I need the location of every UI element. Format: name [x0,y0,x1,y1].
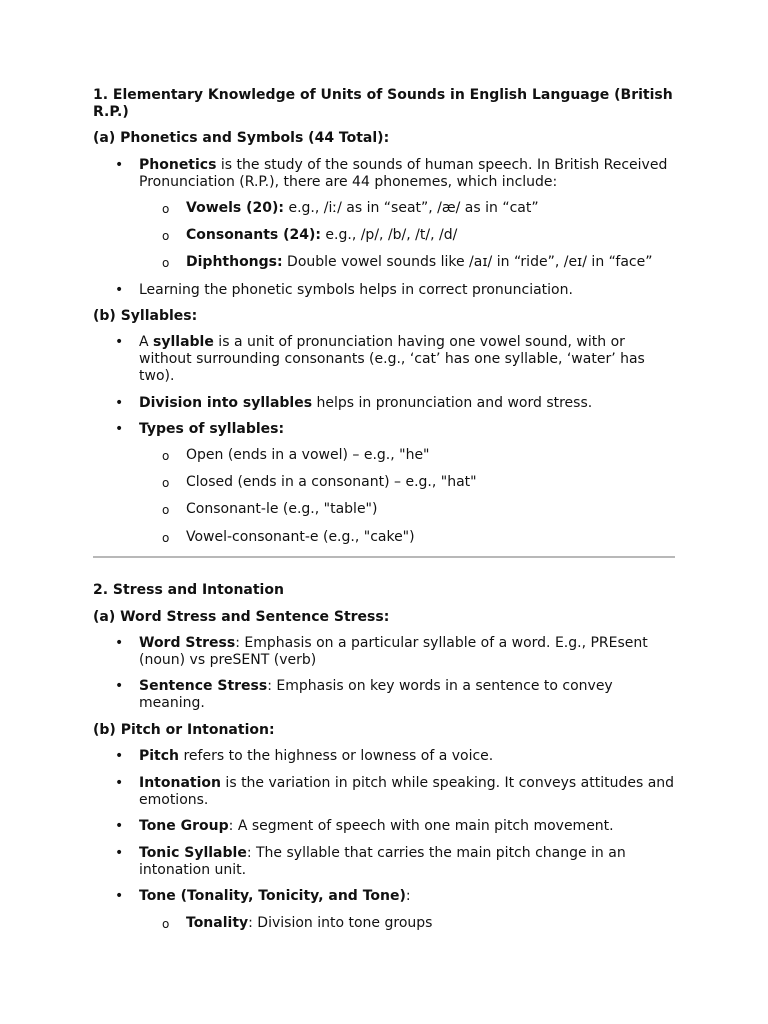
list-item-text [139,888,675,905]
bullet-icon: • [115,678,124,694]
subheading-pitch-intonation [93,722,675,739]
bullet-icon: • [115,334,124,350]
list-item-text [139,748,675,765]
section-1-title [93,87,675,121]
section-divider [93,556,675,558]
bullet-icon: • [115,635,124,651]
term-tone-group: Tone Group [139,818,229,834]
term-types: Types of syllables: [139,421,285,437]
section-1-title-text: 1. Elementary Knowledge of Units of Sounds in English Language (British R.P.) [93,87,673,120]
bullet-icon: • [115,421,124,437]
list-item-text [139,635,675,669]
definition-word-stress: : Emphasis on a particular syllable of a word. E.g., PREsent (noun) vs preSENT (verb) [139,635,648,668]
list-item-text [139,395,675,412]
term-syllable: syllable [153,334,214,350]
list-item-text [139,818,675,835]
definition-division: helps in pronunciation and word stress. [312,395,593,411]
bullet-icon: • [115,818,124,834]
definition-tonic-syllable: : The syllable that carries the main pitch change in an intonation unit. [139,845,626,878]
term-phonetics: Phonetics [139,157,217,173]
term-pitch: Pitch [139,748,180,764]
bullet-icon: • [115,748,124,764]
sub-bullet-icon: o [162,449,170,463]
sub-bullet-icon: o [162,229,170,243]
list-item-text [139,775,675,809]
bullet-icon: • [115,395,124,411]
sub-bullet-icon: o [162,531,170,545]
sub-bullet-icon: o [162,917,170,931]
sub-item-text: Vowel-consonant-e (e.g., "cake") [186,529,415,545]
subheading-syllables-text: (b) Syllables: [93,308,198,324]
term-intonation: Intonation [139,775,221,791]
term-consonants: Consonants (24): [186,227,321,243]
bullet-icon: • [115,157,124,173]
list-item-text [139,157,675,191]
definition-tonality: : Division into tone groups [248,915,433,931]
sub-bullet-icon: o [162,503,170,517]
sub-bullet-icon: o [162,256,170,270]
section-2-title [93,582,675,599]
example-vowels: e.g., /iː/ as in “seat”, /æ/ as in “cat” [284,200,539,216]
sub-bullet-icon: o [162,202,170,216]
definition-sentence-stress: : Emphasis on key words in a sentence to convey meaning. [139,678,613,711]
tone-colon: : [405,888,411,904]
subheading-phonetics-text: (a) Phonetics and Symbols (44 Total): [93,130,390,146]
definition-pitch: refers to the highness or lowness of a voice. [179,748,494,764]
sub-item-text [186,254,675,271]
term-tonality: Tonality [186,915,249,931]
example-diphthongs: Double vowel sounds like /aɪ/ in “ride”, /eɪ/ in “face” [282,254,653,270]
subheading-phonetics [93,130,675,147]
term-division: Division into syllables [139,395,313,411]
list-item-text: Learning the phonetic symbols helps in correct pronunciation. [139,282,573,298]
list-item-text [139,421,675,438]
definition-phonetics: is the study of the sounds of human speech. In British Received Pronunciation (R.P.), there are 44 phonemes, which include: [139,157,668,190]
definition-tone-group: : A segment of speech with one main pitch movement. [228,818,614,834]
term-tonic-syllable: Tonic Syllable [139,845,247,861]
sub-bullet-icon: o [162,476,170,490]
sub-item-text: Consonant-le (e.g., "table") [186,501,378,517]
sub-item-text: Closed (ends in a consonant) – e.g., "hat" [186,474,477,490]
subheading-pitch-text: (b) Pitch or Intonation: [93,722,275,738]
list-item-text [139,845,675,879]
subheading-syllables [93,308,675,325]
list-item-text [139,678,675,712]
bullet-icon: • [115,845,124,861]
term-tone: Tone (Tonality, Tonicity, and Tone) [139,888,406,904]
bullet-icon: • [115,282,124,298]
definition-syllable: is a unit of pronunciation having one vowel sound, with or without surrounding consonants (e.g., ‘cat’ has one syllable, ‘water’ has two). [139,334,645,384]
example-consonants: e.g., /p/, /b/, /t/, /d/ [320,227,458,243]
term-vowels: Vowels (20): [186,200,284,216]
sub-item-text: Open (ends in a vowel) – e.g., "he" [186,447,430,463]
sub-item-text [186,227,675,244]
list-item-text [139,334,675,385]
term-word-stress: Word Stress [139,635,236,651]
bullet-icon: • [115,775,124,791]
bullet-icon: • [115,888,124,904]
subheading-stress-text: (a) Word Stress and Sentence Stress: [93,609,390,625]
sub-item-text [186,200,675,217]
section-2-title-text: 2. Stress and Intonation [93,582,284,598]
sub-item-text [186,915,675,932]
syllable-prefix: A [139,334,154,350]
definition-intonation: is the variation in pitch while speaking. It conveys attitudes and emotions. [139,775,675,808]
term-diphthongs: Diphthongs: [186,254,283,270]
subheading-word-sentence-stress [93,609,675,626]
term-sentence-stress: Sentence Stress [139,678,268,694]
